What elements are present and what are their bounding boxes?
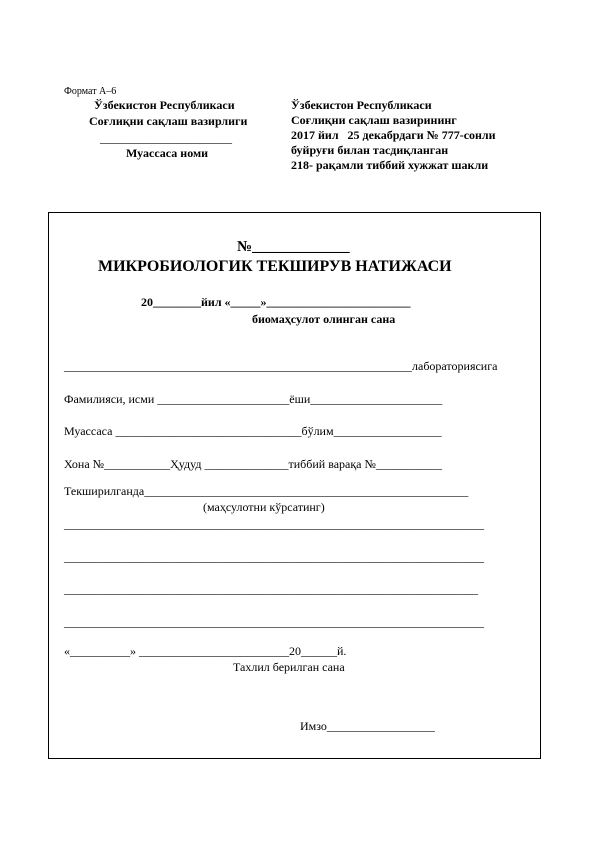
result-blank-line-1[interactable]: ______________________________________________________________________ — [64, 517, 484, 531]
ministry-name-left: Соғлиқни сақлаш вазирлиги — [89, 114, 248, 128]
order-approved-line: буйруғи билан тасдиқланган — [291, 143, 449, 157]
sample-date-caption: биомаҳсулот олинган сана — [252, 312, 396, 326]
ministry-country-right: Ўзбекистон Республикаси — [291, 98, 432, 112]
analysis-date-line[interactable]: «__________» _________________________20______й. — [64, 644, 347, 658]
examined-caption: (маҳсулотни кўрсатинг) — [203, 500, 325, 514]
laboratory-line[interactable]: __________________________________________________________лабораториясига — [64, 359, 498, 373]
form-title: МИКРОБИОЛОГИК ТЕКШИРУВ НАТИЖАСИ — [98, 258, 452, 275]
result-blank-line-3[interactable]: _____________________________________________________________________ — [64, 582, 478, 596]
institution-department-line[interactable]: Муассаса _______________________________бўлим__________________ — [64, 424, 442, 438]
form-number-line[interactable]: №_____________ — [237, 239, 350, 255]
ministry-name-right: Соғлиқни сақлаш вазирининг — [291, 113, 457, 127]
order-date-line: 2017 йил 25 декабрдаги № 777-сонли — [291, 128, 496, 142]
institution-name-blank: ______________________ — [100, 131, 232, 145]
document-form-number: 218- рақамли тиббий хужжат шакли — [291, 158, 489, 172]
institution-name-caption: Муассаса номи — [126, 146, 209, 160]
format-label: Формат А–6 — [64, 86, 117, 97]
room-area-record-line[interactable]: Хона №___________Ҳудуд ______________тиббий варақа №___________ — [64, 457, 442, 471]
signature-line[interactable]: Имзо__________________ — [300, 719, 435, 733]
analysis-date-caption: Тахлил берилган сана — [233, 660, 345, 674]
sample-date-line[interactable]: 20________йил «_____»________________________ — [141, 295, 411, 309]
ministry-country-left: Ўзбекистон Республикаси — [94, 98, 235, 112]
result-blank-line-2[interactable]: ______________________________________________________________________ — [64, 550, 484, 564]
result-blank-line-4[interactable]: ______________________________________________________________________ — [64, 615, 484, 629]
patient-name-age-line[interactable]: Фамилияси, исми ______________________ёши______________________ — [64, 392, 443, 406]
examined-line[interactable]: Текширилганда______________________________________________________ — [64, 484, 469, 498]
